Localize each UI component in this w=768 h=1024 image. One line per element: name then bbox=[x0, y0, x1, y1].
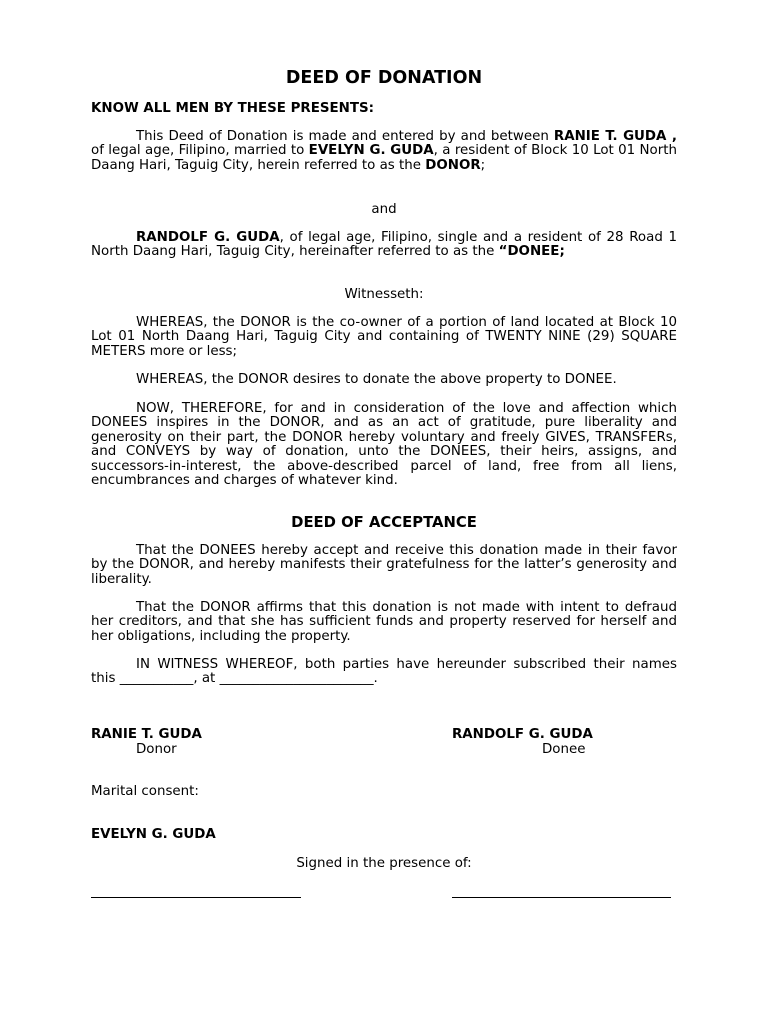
p1-text-1: This Deed of Donation is made and entered by and between bbox=[136, 129, 554, 144]
donor-name: RANIE T. GUDA , bbox=[553, 129, 677, 144]
paragraph-parties-donor bbox=[91, 130, 677, 173]
donee-name: RANDOLF G. GUDA bbox=[136, 230, 280, 245]
whereas-paragraph-2: WHEREAS, the DONOR desires to donate the above property to DONEE. bbox=[136, 372, 617, 387]
whereas-paragraph-1: WHEREAS, the DONOR is the co-owner of a portion of land located at Block 10 Lot 01 North Daang Hari, Taguig City and containing of TWENTY NINE (29) SQUARE METERS more or less; bbox=[91, 315, 677, 359]
donee-term: “DONEE; bbox=[498, 244, 565, 260]
acceptance-paragraph-2: That the DONOR affirms that this donation is not made with intent to defraud her creditors, and that she has sufficient funds and property reserved for herself and her obligations, including the property. bbox=[91, 600, 677, 644]
witness-signature-line-1 bbox=[91, 897, 301, 898]
witness-whereof-paragraph: IN WITNESS WHEREOF, both parties have hereunder subscribed their names this ___________, at _______________________. bbox=[91, 657, 677, 687]
p2-text-1: , of legal age, Filipino, single and a resident of 28 Road 1 North Daang Hari, Taguig City, hereinafter referred to as the bbox=[91, 230, 677, 260]
donor-signature-role: Donor bbox=[136, 742, 177, 757]
donee-signature-role: Donee bbox=[542, 742, 586, 757]
marital-consent-label: Marital consent: bbox=[91, 784, 199, 799]
witness-signature-line-2 bbox=[452, 897, 671, 898]
signed-presence-label: Signed in the presence of: bbox=[296, 856, 472, 871]
paragraph-parties-donee bbox=[91, 231, 677, 260]
p1-text-2: of legal age, Filipino, married to bbox=[91, 143, 309, 159]
donee-signature-name: RANDOLF G. GUDA bbox=[452, 727, 593, 742]
spouse-name: EVELYN G. GUDA bbox=[308, 143, 434, 159]
donor-term: DONOR bbox=[425, 157, 481, 173]
now-therefore-paragraph: NOW, THEREFORE, for and in consideration of the love and affection which DONEES inspires in the DONOR, and as an act of gratitude, pure liberality and generosity on their part, the DONOR hereby voluntary and freely GIVES, TRANSFERs, and CONVEYS by way of donation, unto the DONEES, their heirs, assigns, and successors-in-interest, the above-described parcel of land, free from all liens, encumbrances and charges of whatever kind. bbox=[91, 401, 677, 489]
witnesseth-heading: Witnesseth: bbox=[344, 287, 424, 302]
and-separator: and bbox=[371, 202, 397, 217]
p1-text-3: , a resident of Block 10 Lot 01 North Daang Hari, Taguig City, herein referred to as the bbox=[91, 143, 677, 173]
p1-text-4: ; bbox=[480, 157, 486, 173]
acceptance-paragraph-1: That the DONEES hereby accept and receive this donation made in their favor by the DONOR, and hereby manifests their gratefulness for the latter’s generosity and liberality. bbox=[91, 543, 677, 587]
document-title: DEED OF DONATION bbox=[285, 68, 483, 88]
donor-signature-name: RANIE T. GUDA bbox=[91, 727, 202, 742]
acceptance-title: DEED OF ACCEPTANCE bbox=[291, 514, 477, 531]
spouse-signature-name: EVELYN G. GUDA bbox=[91, 827, 216, 842]
preamble: KNOW ALL MEN BY THESE PRESENTS: bbox=[91, 101, 375, 116]
